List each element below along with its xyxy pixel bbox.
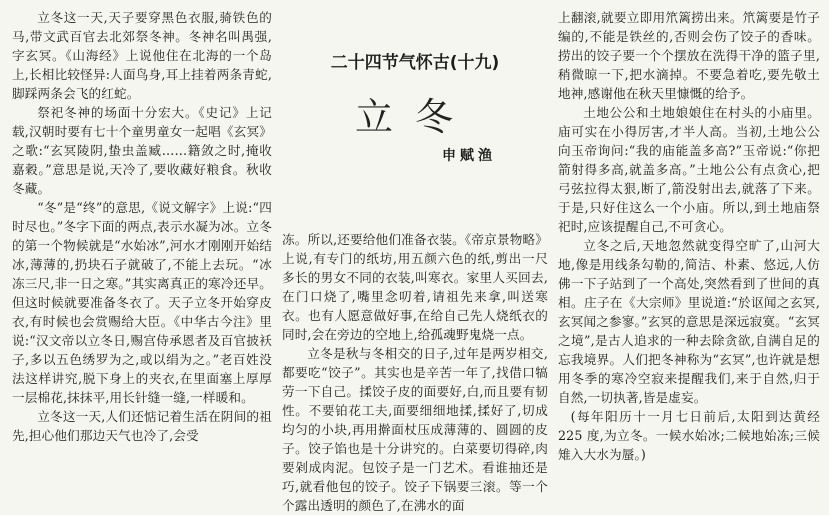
- solar-term-note: (每年阳历十一月七日前后,太阳到达黄经 225 度,为立冬。一候水始冰;二候地始冻;三候雉入大水为蜃。): [558, 409, 820, 462]
- paragraph: “冬”是“终”的意思,《说文解字》上说:“四时尽也。”冬字下面的两点,表示水凝为冰。立冬的第一个物候就是“水始冰”,河水才刚刚开始结冰,薄薄的,扔块石子就破了,不能上去玩。“冰冻三尺,非一日之寒。”其实离真正的寒冷还早。但这时候就要准备冬衣了。天子立冬开始穿皮衣,有时候也会赏赐给大臣。《中华古今注》里说:“汉文帝以立冬日,赐宫侍承恩者及百官披袄子,多以五色绣罗为之,或以绢为之。”老百姓没法这样讲究,脱下身上的夹衣,在里面塞上厚厚一层棉花,抹抹平,用长针缝一缝,一样暖和。: [12, 200, 272, 405]
- paragraph: 祭祀冬神的场面十分宏大。《史记》上记载,汉朝时要有七十个童男童女一起唱《玄冥》之歌:“玄冥陵阴,蛰虫盖臧……籍敛之时,掩收嘉穀。”意思是说,天冷了,要收藏好粮食。秋收冬藏。: [12, 105, 272, 196]
- article-title: 立冬: [354, 95, 475, 139]
- paragraph: 立冬这一天,人们还惦记着生活在阴间的祖先,担心他们那边天气也冷了,会受: [12, 409, 272, 443]
- title-block: [282, 8, 548, 226]
- paragraph: 立冬之后,天地忽然就变得空旷了,山河大地,像是用线条勾勒的,简洁、朴素、悠远,人仿佛一下子站到了一个高处,突然看到了世间的真相。庄子在《大宗师》里说道:“於讴闻之玄冥,玄冥闻之参寥。”玄冥的意思是深远寂寞。“玄冥之境”,是古人追求的一种去除贪欲,自满自足的忘我境界。人们把冬神称为“玄冥”,也许就是想用冬季的寒冷空寂来提醒我们,来于自然,归于自然,一切执著,皆是虚妄。: [558, 238, 820, 405]
- paragraph: 立冬这一天,天子要穿黑色衣服,骑铁色的马,带文武百官去北郊祭冬神。冬神名叫禺强,字玄冥。《山海经》上说他住在北海的一个岛上,长相比较怪异:人面鸟身,耳上挂着两条青蛇,脚踩两条会飞的红蛇。: [12, 10, 272, 101]
- series-title: 二十四节气怀古(十九): [330, 53, 500, 73]
- article-column-1: [12, 8, 272, 445]
- paragraph: 土地公公和土地娘娘住在村头的小庙里。庙可实在小得厉害,才半人高。当初,土地公公向玉帝询问:“我的庙能盖多高?”玉帝说:“你把箭射得多高,就盖多高。”土地公公有点贪心,把弓弦拉得太狠,断了,箭没射出去,就落了下来。于是,只好住这么一个小庙。所以,到土地庙祭祀时,应该提醒自己,不可贪心。: [558, 105, 820, 234]
- author-byline: 申赋渔: [442, 148, 496, 164]
- paragraph: 冻。所以,还要给他们准备衣装。《帝京景物略》上说,有专门的纸坊,用五颜六色的纸,剪出一尺多长的男女不同的衣装,叫寒衣。家里人买回去,在门口烧了,嘴里念叨着,请祖先来拿,叫送寒衣。也有人愿意做好事,在给自己先人烧纸衣的同时,会在旁边的空地上,给孤魂野鬼烧一点。: [282, 232, 548, 342]
- paragraph: 立冬是秋与冬相交的日子,过年是两岁相交,都要吃“饺子”。其实也是辛苦一年了,找借口犒劳一下自己。揉饺子皮的面要好,白,而且要有韧性。不要铂花工夫,面要细细地揉,揉好了,切成均匀的小块,再用擀面杖压成薄薄的、圆圆的皮子。饺子馅也是十分讲究的。白菜要切得碎,肉要剁成肉泥。包饺子是一门艺术。看谁抽还是巧,就看他包的饺子。饺子下锅要三滚。等一个个露出透明的颜色了,在沸水的面: [282, 346, 548, 513]
- article-column-2: [282, 230, 548, 515]
- paragraph: 上翻滚,就要立即用笊篱捞出来。笊篱要是竹子编的,不能是铁丝的,否则会伤了饺子的香味。捞出的饺子要一个个摆放在洗得干净的篮子里,稍微晾一下,把水滴掉。不要急着吃,要先敬土地神,感谢他在秋天里慷慨的给予。: [558, 10, 820, 101]
- article-column-3: [558, 8, 820, 464]
